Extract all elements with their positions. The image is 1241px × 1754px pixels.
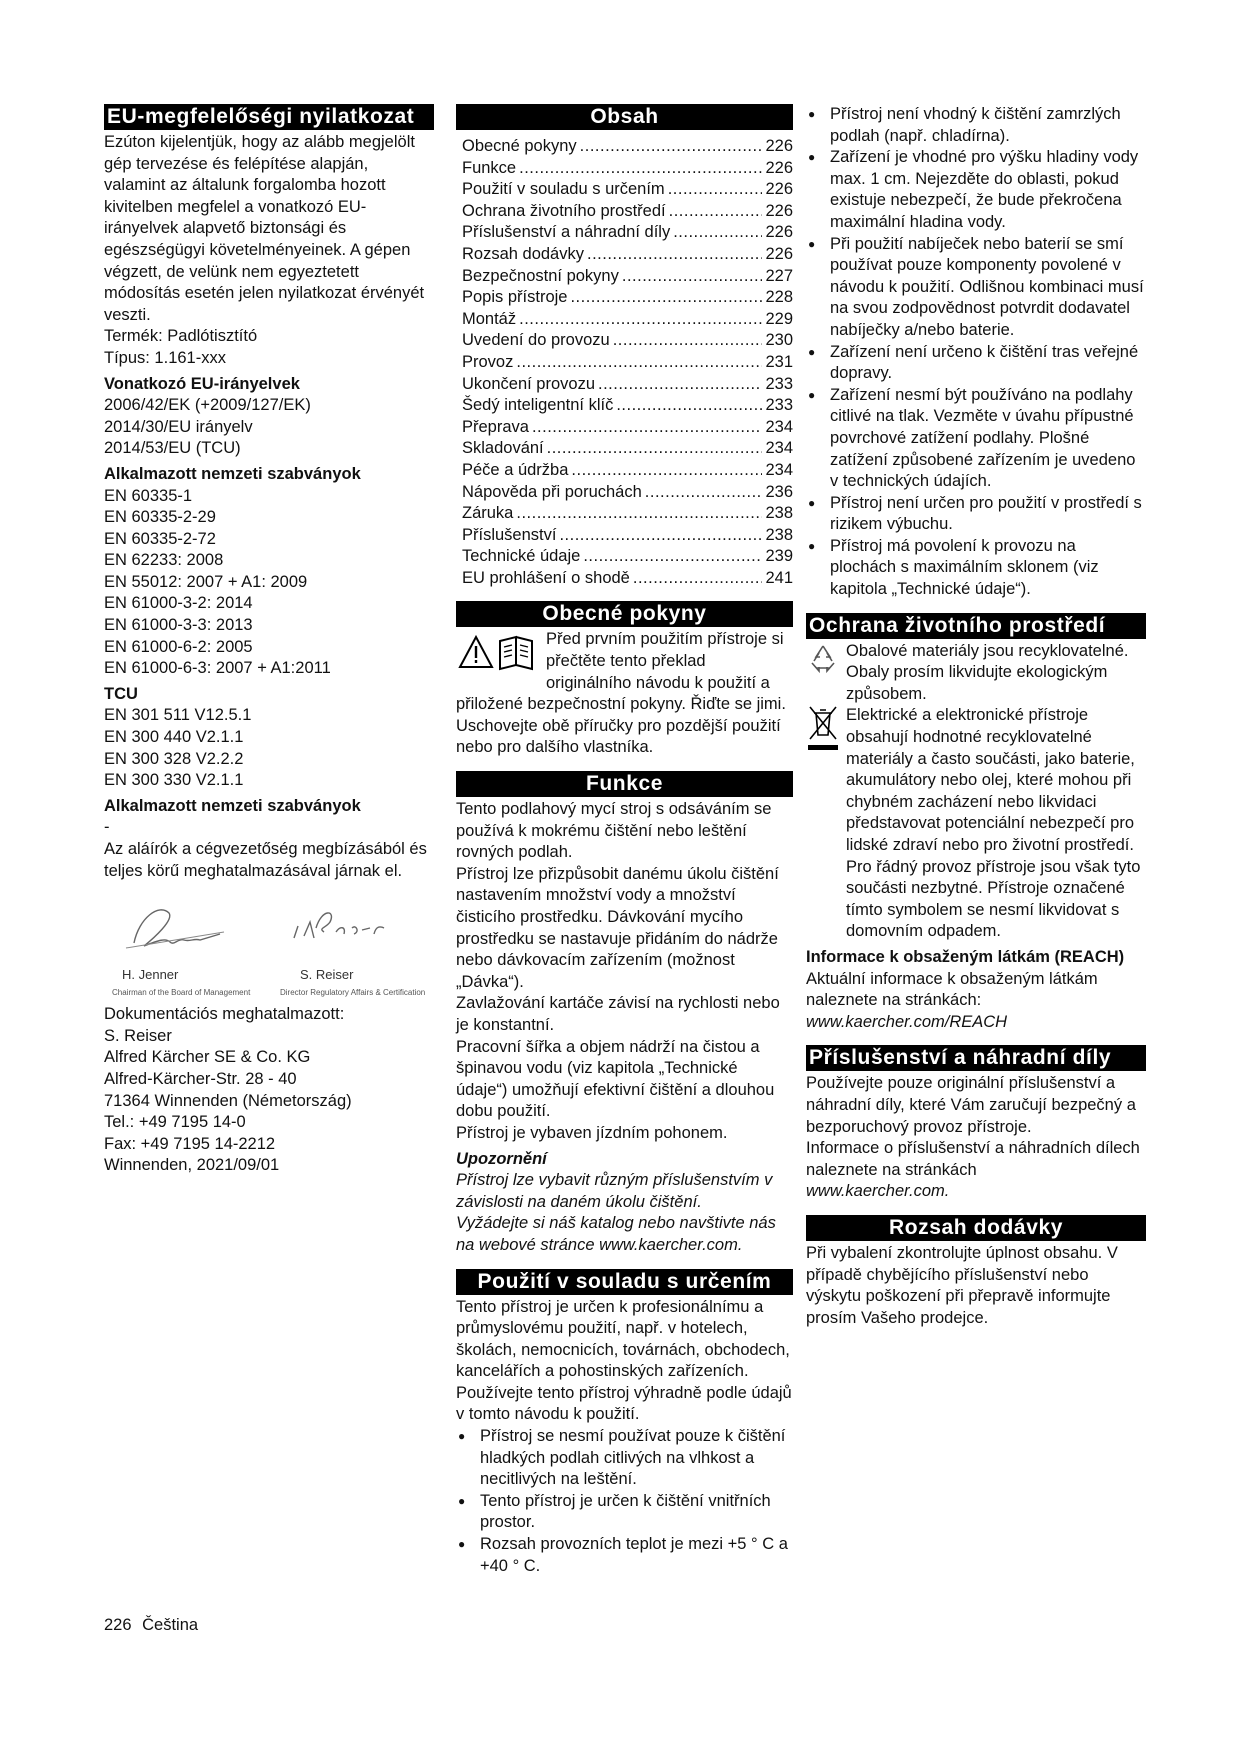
toc-label: Montáž <box>462 309 517 328</box>
standards-heading: Alkalmazott nemzeti szabványok <box>104 464 361 483</box>
general-text-content: Před prvním použitím přístroje si přečtěte tento překlad originálního návodu k použití a přiložené bezpečnostní pokyny. Řiďte se jimi. Uschovejte obě příručky pro pozdější použití nebo pro dalšího vlastníka. <box>456 630 786 757</box>
toc-page: 226 <box>765 180 793 199</box>
toc-title: Obsah <box>456 104 793 130</box>
toc-entry[interactable] <box>462 287 793 309</box>
standard-item: EN 60335-2-29 <box>104 508 216 527</box>
list-item: ● Tento přístroj je určen k čištění vnitřních prostor. <box>456 1491 793 1534</box>
toc-label: Popis přístroje <box>462 288 568 307</box>
signer2-name: S. Reiser <box>300 967 354 983</box>
list-item: ● Zařízení není určeno k čištění tras veřejné dopravy. <box>806 342 1146 385</box>
toc-page: 238 <box>765 504 793 523</box>
general-text <box>456 629 793 759</box>
section-title-intended-use: Použití v souladu s určením <box>456 1269 793 1295</box>
standard-item: EN 60335-2-72 <box>104 529 216 548</box>
toc-entry[interactable] <box>462 330 793 352</box>
toc-entry[interactable] <box>462 352 793 374</box>
accessories-text: Používejte pouze originální příslušenství a náhradní díly, které Vám zaručují bezpečný a bezporuchový provoz přístroje. <box>806 1074 1136 1136</box>
list-item: ● Přístroj se nesmí používat pouze k čištění hladkých podlah citlivých na vlhkost a necitlivých na leštění. <box>456 1426 793 1491</box>
function-paragraph: Pracovní šířka a objem nádrží na čistou a špinavou vodu (viz kapitola „Technické údaje“) umožňují efektivní čištění a dlouhou dobu použití. <box>456 1037 775 1121</box>
toc-entry[interactable] <box>462 525 793 547</box>
signer1-title: Chairman of the Board of Management <box>112 988 251 998</box>
toc-entry[interactable] <box>462 222 793 244</box>
toc-page: 239 <box>765 547 793 566</box>
section-title-scope: Rozsah dodávky <box>806 1215 1146 1241</box>
toc-label: Technické údaje <box>462 547 581 566</box>
doc-line: Tel.: +49 7195 14-0 <box>104 1113 246 1132</box>
toc-entry[interactable] <box>462 546 793 568</box>
list-item: ● Při použití nabíječek nebo baterií se smí používat pouze komponenty povolené v návodu k použití. Odlišnou kombinaci musí na svou zodpovědnost potvrdit dodavatel nabíječky a/nebo baterie. <box>806 234 1146 342</box>
toc-label: Příslušenství <box>462 525 557 544</box>
tcu-item: EN 301 511 V12.5.1 <box>104 706 252 725</box>
toc-label: Skladování <box>462 439 544 458</box>
intended-use-list <box>456 1426 793 1577</box>
signer1-name: H. Jenner <box>122 967 179 983</box>
section-title-environment: Ochrana životního prostředí <box>806 613 1146 639</box>
directives-heading: Vonatkozó EU-irányelvek <box>104 374 300 393</box>
toc-page: 226 <box>765 244 793 263</box>
toc-entry[interactable] <box>462 395 793 417</box>
toc-label: Přeprava <box>462 417 529 436</box>
toc-page: 234 <box>765 439 793 458</box>
toc-label: Záruka <box>462 504 514 523</box>
toc-page: 226 <box>765 223 793 242</box>
toc-page: 230 <box>765 331 793 350</box>
accessories-url[interactable]: www.kaercher.com. <box>806 1182 950 1201</box>
weee-text: Elektrické a elektronické přístroje obsahují hodnotné recyklovatelné materiály a často součásti, jako baterie, akumulátory nebo olej, které mohou při chybném zacházení nebo likvidaci představovat potenciální nebezpečí pro lidské zdraví nebo pro životní prostředí. Pro řádný provoz přístroje jsou však tyto součásti nezbytné. Přístroje označené tímto symbolem se nesmí likvidovat s domovním odpadem. <box>846 706 1141 941</box>
reach-heading: Informace k obsaženým látkám (REACH) <box>806 947 1125 966</box>
section-title-accessories: Příslušenství a náhradní díly <box>806 1045 1146 1071</box>
page-number: 226 <box>104 1616 132 1634</box>
toc-page: 228 <box>765 288 793 307</box>
recycle-icon <box>806 641 840 682</box>
crossed-bin-icon <box>806 705 840 758</box>
doc-line: S. Reiser <box>104 1026 172 1045</box>
section-title-general: Obecné pokyny <box>456 601 793 627</box>
toc-label: Ukončení provozu <box>462 374 595 393</box>
reach-url[interactable]: www.kaercher.com/REACH <box>806 1012 1008 1031</box>
toc-label: Rozsah dodávky <box>462 244 584 263</box>
toc-entry[interactable] <box>462 158 793 180</box>
toc-page: 236 <box>765 482 793 501</box>
toc-entry[interactable] <box>462 438 793 460</box>
toc-label: Uvedení do provozu <box>462 331 610 350</box>
toc-entry[interactable] <box>462 136 793 158</box>
page-footer <box>104 1615 198 1637</box>
standard-item: EN 61000-6-3: 2007 + A1:2011 <box>104 659 331 678</box>
standard-item: EN 60335-1 <box>104 486 193 505</box>
directive-item: 2014/53/EU (TCU) <box>104 439 241 458</box>
warning-icons <box>456 631 540 678</box>
section-title-function: Funkce <box>456 771 793 797</box>
signers-text: Az aláírók a cégvezetőség megbízásából és teljes körű meghatalmazásával járnak el. <box>104 840 427 880</box>
manual-book-icon <box>500 637 532 669</box>
declaration-intro: Ezúton kijelentjük, hogy az alább megjelölt gép tervezése és felépítése alapján, valamint az általunk forgalomba hozott kivitelben megfelel a vonatkozó EU-irányelvek alapvető biztonsági és egészségügyi követelményeinek. A gépen végzett, de velünk nem egyeztetett módosítás esetén jelen nyilatkozat érvényét veszti. <box>104 133 425 324</box>
toc-entry[interactable] <box>462 266 793 288</box>
function-paragraph: Zavlažování kartáče závisí na rychlosti nebo je konstantní. <box>456 994 780 1034</box>
toc-entry[interactable] <box>462 201 793 223</box>
signatures-image <box>104 898 434 968</box>
toc-page: 226 <box>765 158 793 177</box>
doc-line: Winnenden, 2021/09/01 <box>104 1156 280 1175</box>
toc-entry[interactable] <box>462 179 793 201</box>
toc-label: Bezpečnostní pokyny <box>462 266 619 285</box>
list-item: ● Přístroj není vhodný k čištění zamrzlých podlah (např. chladírna). <box>806 104 1146 147</box>
toc-entry[interactable] <box>462 374 793 396</box>
type-line: Típus: 1.161-xxx <box>104 348 226 367</box>
weee-note <box>806 705 1146 943</box>
toc-page: 241 <box>765 568 793 587</box>
doc-line: Fax: +49 7195 14-2212 <box>104 1134 276 1153</box>
toc-label: Provoz <box>462 352 514 371</box>
list-item: ● Zařízení je vhodné pro výšku hladiny vody max. 1 cm. Nejezděte do oblasti, pokud existuje nebezpečí, že bude překročena maximální hladina vody. <box>806 147 1146 233</box>
declaration-title: EU-megfelelőségi nyilatkozat <box>104 104 434 130</box>
signer2-title: Director Regulatory Affairs & Certification <box>280 988 426 998</box>
tcu-item: EN 300 330 V2.1.1 <box>104 771 244 790</box>
directive-item: 2014/30/EU irányelv <box>104 417 253 436</box>
toc-page: 234 <box>765 417 793 436</box>
standard-item: EN 62233: 2008 <box>104 551 224 570</box>
toc-entry[interactable] <box>462 460 793 482</box>
use-restrictions-list <box>806 104 1146 601</box>
recycle-text: Obalové materiály jsou recyklovatelné. Obaly prosím likvidujte ekologickým způsobem. <box>846 641 1129 703</box>
scope-text: Při vybalení zkontrolujte úplnost obsahu. V případě chybějícího příslušenství nebo výskytu poškození při přepravě informujte prosím Vašeho prodejce. <box>806 1243 1118 1327</box>
intended-use-text: Tento přístroj je určen k profesionálnímu a průmyslovému použití, např. v hotelech, školách, nemocnicích, továrnách, obchodech, kancelářích a pohostinských zařízeních. Používejte tento přístroj výhradně podle údajů v tomto návodu k použití. <box>456 1297 792 1424</box>
table-of-contents <box>456 136 793 589</box>
toc-label: Použití v souladu s určením <box>462 180 665 199</box>
column-contents <box>456 104 793 1577</box>
list-item: ● Přístroj má povolení k provozu na plochách s maximálním sklonem (viz kapitola „Technické údaje“). <box>806 536 1146 601</box>
toc-label: Funkce <box>462 158 517 177</box>
toc-label: Nápověda při poruchách <box>462 482 642 501</box>
standard-item: EN 55012: 2007 + A1: 2009 <box>104 572 308 591</box>
list-item: ● Rozsah provozních teplot je mezi +5 ° C a +40 ° C. <box>456 1534 793 1577</box>
recycle-note <box>806 641 1146 706</box>
accessories-info: Informace o příslušenství a náhradních dílech naleznete na stránkách <box>806 1139 1140 1179</box>
tcu-heading: TCU <box>104 684 138 703</box>
tcu-item: EN 300 440 V2.1.1 <box>104 728 244 747</box>
standard-item: EN 61000-6-2: 2005 <box>104 637 253 656</box>
toc-page: 229 <box>765 309 793 328</box>
toc-page: 226 <box>765 137 793 155</box>
toc-entry[interactable] <box>462 503 793 525</box>
note-heading: Upozornění <box>456 1149 547 1168</box>
note-paragraph: Vyžádejte si náš katalog nebo navštivte nás na webové stránce www.kaercher.com. <box>456 1214 776 1254</box>
toc-entry[interactable] <box>462 244 793 266</box>
toc-page: 233 <box>765 374 793 393</box>
directive-item: 2006/42/EK (+2009/127/EK) <box>104 396 311 415</box>
product-line: Termék: Padlótisztító <box>104 327 258 346</box>
page-language: Čeština <box>142 1616 199 1634</box>
toc-entry[interactable] <box>462 568 793 590</box>
reach-text: Aktuální informace k obsaženým látkám naleznete na stránkách: <box>806 969 1098 1010</box>
column-safety <box>806 104 1146 1329</box>
function-paragraph: Tento podlahový mycí stroj s odsáváním se používá k mokrému čištění nebo leštění rovných podlah. <box>456 800 772 862</box>
toc-entry[interactable] <box>462 482 793 504</box>
note-paragraph: Přístroj lze vybavit různým příslušenstvím v závislosti na daném úkolu čištění. <box>456 1171 773 1211</box>
function-paragraph: Přístroj je vybaven jízdním pohonem. <box>456 1123 728 1142</box>
toc-label: Péče a údržba <box>462 460 569 479</box>
standard-item: EN 61000-3-3: 2013 <box>104 616 253 635</box>
toc-page: 238 <box>765 525 793 544</box>
standard-item: EN 61000-3-2: 2014 <box>104 594 253 613</box>
toc-label: EU prohlášení o shodě <box>462 568 630 587</box>
toc-page: 233 <box>765 396 793 415</box>
toc-label: Ochrana životního prostředí <box>462 201 666 220</box>
toc-label: Příslušenství a náhradní díly <box>462 223 671 242</box>
toc-entry[interactable] <box>462 417 793 439</box>
doc-line: Dokumentációs meghatalmazott: <box>104 1005 345 1024</box>
toc-page: 227 <box>765 266 793 285</box>
tcu-item: EN 300 328 V2.2.2 <box>104 749 244 768</box>
toc-label: Šedý inteligentní klíč <box>462 396 614 415</box>
toc-entry[interactable] <box>462 309 793 331</box>
doc-line: Alfred Kärcher SE & Co. KG <box>104 1048 311 1067</box>
signature-block <box>104 898 434 998</box>
toc-page: 234 <box>765 460 793 479</box>
toc-label: Obecné pokyny <box>462 137 577 155</box>
national-standards-heading: Alkalmazott nemzeti szabványok <box>104 796 361 815</box>
toc-page: 231 <box>765 352 793 371</box>
list-item: ● Přístroj není určen pro použití v prostředí s rizikem výbuchu. <box>806 493 1146 536</box>
doc-line: 71364 Winnenden (Németország) <box>104 1091 352 1110</box>
warning-triangle-icon <box>460 637 492 667</box>
function-paragraph: Přístroj lze přizpůsobit danému úkolu čištění nastavením množství vody a množství čisticího prostředku. Dávkování mycího prostředku se nastavuje přidáním do nádrže nebo dávkovacím zařízením (možnost „Dávka“). <box>456 864 779 991</box>
toc-page: 226 <box>765 201 793 220</box>
doc-line: Alfred-Kärcher-Str. 28 - 40 <box>104 1069 297 1088</box>
national-standards-value: - <box>104 818 110 837</box>
column-declaration <box>104 104 434 1177</box>
list-item: ● Zařízení nesmí být používáno na podlahy citlivé na tlak. Vezměte v úvahu přípustné povrchové zatížení podlahy. Plošné zatížení způsobené zařízením je uvedeno v technických údajích. <box>806 385 1146 493</box>
